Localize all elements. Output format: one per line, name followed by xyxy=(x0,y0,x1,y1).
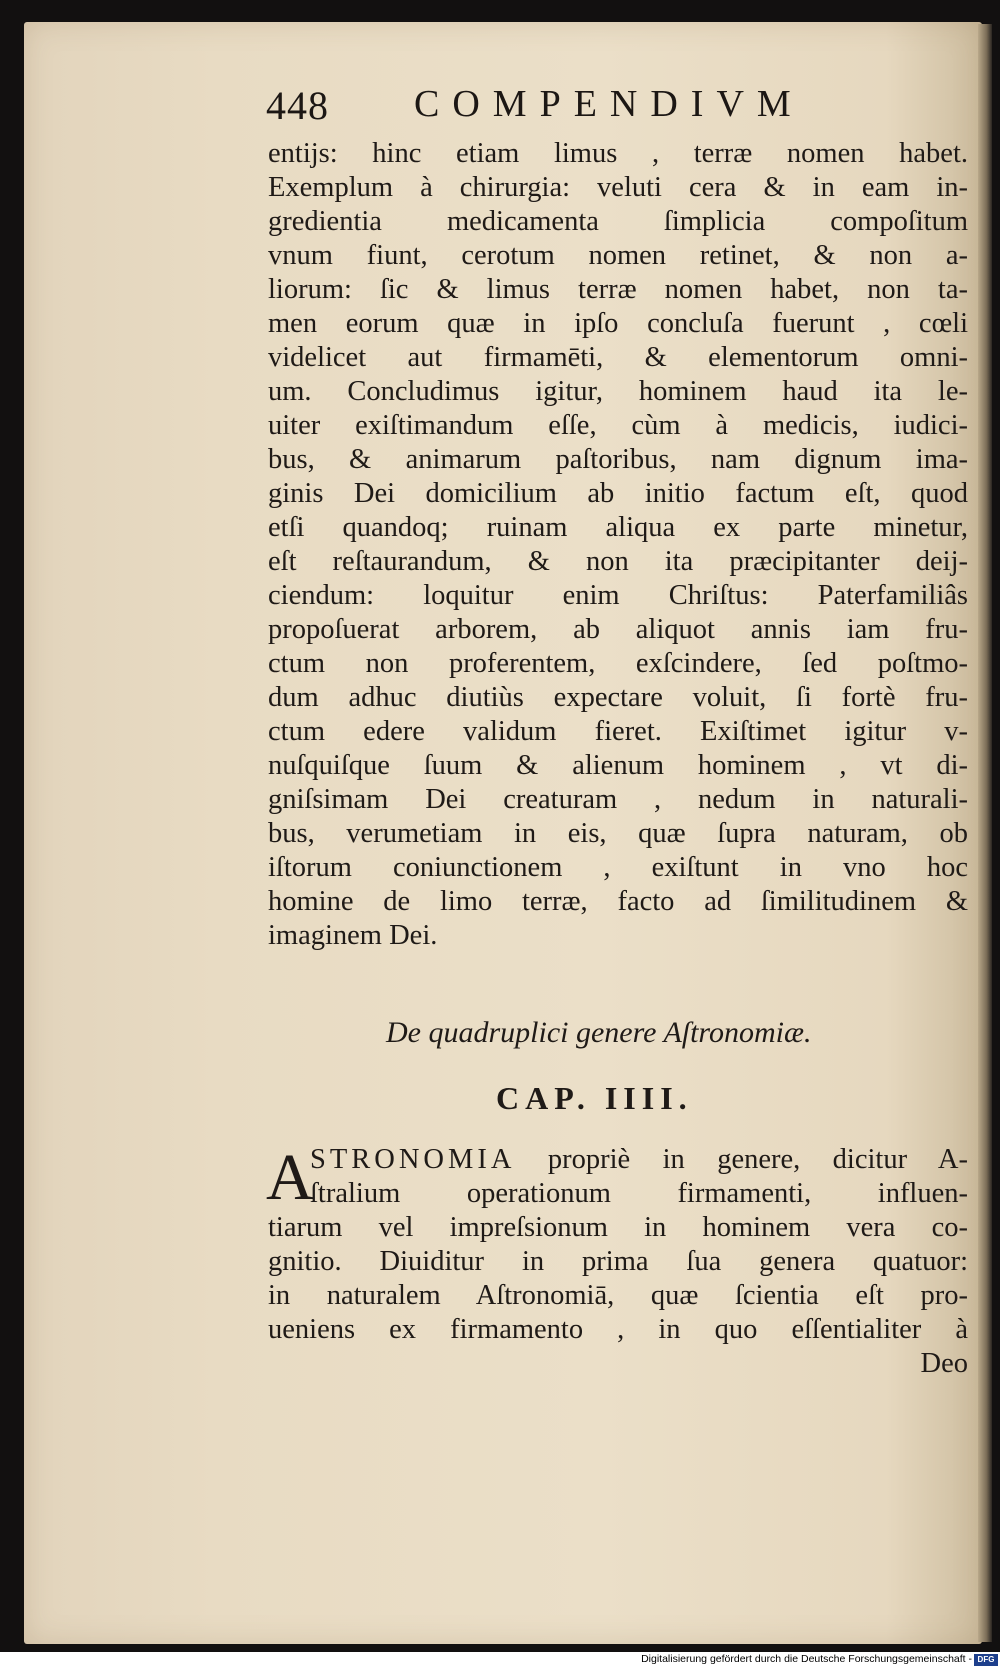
text-line: Exemplum à chirurgia: veluti cera & in eam in- xyxy=(268,172,968,203)
chapter-heading: CAP. IIII. xyxy=(496,1080,693,1116)
text-line: ueniens ex firmamento , in quo eſſentialiter à xyxy=(268,1314,968,1345)
text-line: entijs: hinc etiam limus , terræ nomen habet. xyxy=(268,138,968,169)
text-line: bus, & animarum paſtoribus, nam dignum ima- xyxy=(268,444,968,475)
text-line: bus, verumetiam in eis, quæ ſupra naturam, ob xyxy=(268,818,968,849)
text-line: imaginem Dei. xyxy=(268,920,438,951)
chapter-lines xyxy=(268,1177,968,1347)
text-line: eſt reſtaurandum, & non ita præcipitanter deij- xyxy=(268,546,968,577)
text-line: men eorum quæ in ipſo concluſa fuerunt , cœli xyxy=(268,308,968,339)
page-number: 448 xyxy=(266,83,329,128)
text-line: gnitio. Diuiditur in prima ſua genera quatuor: xyxy=(268,1246,968,1277)
text-line: tiarum vel impreſsionum in hominem vera co- xyxy=(268,1212,968,1243)
text-line: ctum edere validum fieret. Exiſtimet igitur v- xyxy=(268,716,968,747)
text-line: propoſuerat arborem, ab aliquot annis iam fru- xyxy=(268,614,968,645)
catchword: Deo xyxy=(920,1348,968,1379)
text-line: gniſsimam Dei creaturam , nedum in naturali- xyxy=(268,784,968,815)
text-line: gredientia medicamenta ſimplicia compoſitum xyxy=(268,206,968,237)
text-line: um. Concludimus igitur, hominem haud ita le- xyxy=(268,376,968,407)
text-line: in naturalem Aſtronomiā, quæ ſcientia eſt pro- xyxy=(268,1280,968,1311)
drop-cap: A xyxy=(266,1141,314,1214)
body-text xyxy=(268,137,968,953)
text-line: uiter exiſtimandum eſſe, cùm à medicis, iudici- xyxy=(268,410,968,441)
chapter-subtitle: De quadruplici genere Aſtronomiæ. xyxy=(386,1016,812,1049)
catchword-line xyxy=(268,1347,968,1381)
running-head xyxy=(266,82,866,132)
text-line: etſi quandoq; ruinam aliqua ex parte minetur, xyxy=(268,512,968,543)
text-line: ciendum: loquitur enim Chriſtus: Paterfamiliâs xyxy=(268,580,968,611)
text-line: homine de limo terræ, facto ad ſimilitudinem & xyxy=(268,886,968,917)
chapter-first-line-rest: propriè in genere, dicitur A- xyxy=(547,1144,969,1175)
text-line: videlicet aut firmamēti, & elementorum omni- xyxy=(268,342,968,373)
text-line: dum adhuc diutiùs expectare voluit, ſi fortè fru- xyxy=(268,682,968,713)
digitization-credit: Digitalisierung gefördert durch die Deutsche Forschungsgemeinschaft - xyxy=(641,1653,972,1665)
text-line: ginis Dei domicilium ab initio factum eſt, quod xyxy=(268,478,968,509)
text-line: nuſquiſque ſuum & alienum hominem , vt di- xyxy=(268,750,968,781)
text-line: iſtorum coniunctionem , exiſtunt in vno hoc xyxy=(268,852,968,883)
text-line: ſtralium operationum firmamenti, influen- xyxy=(310,1178,968,1209)
chapter-first-word: STRONOMIA xyxy=(310,1144,516,1175)
running-title: COMPENDIVM xyxy=(414,83,804,125)
text-line: vnum fiunt, cerotum nomen retinet, & non a- xyxy=(268,240,968,271)
chapter-text xyxy=(268,1143,968,1381)
dfg-logo: DFG xyxy=(974,1654,998,1666)
page-edge xyxy=(978,24,992,1642)
text-line: ctum non proferentem, exſcindere, ſed poſtmo- xyxy=(268,648,968,679)
text-line: liorum: ſic & limus terræ nomen habet, non ta- xyxy=(268,274,968,305)
chapter-first-line xyxy=(268,1143,968,1177)
